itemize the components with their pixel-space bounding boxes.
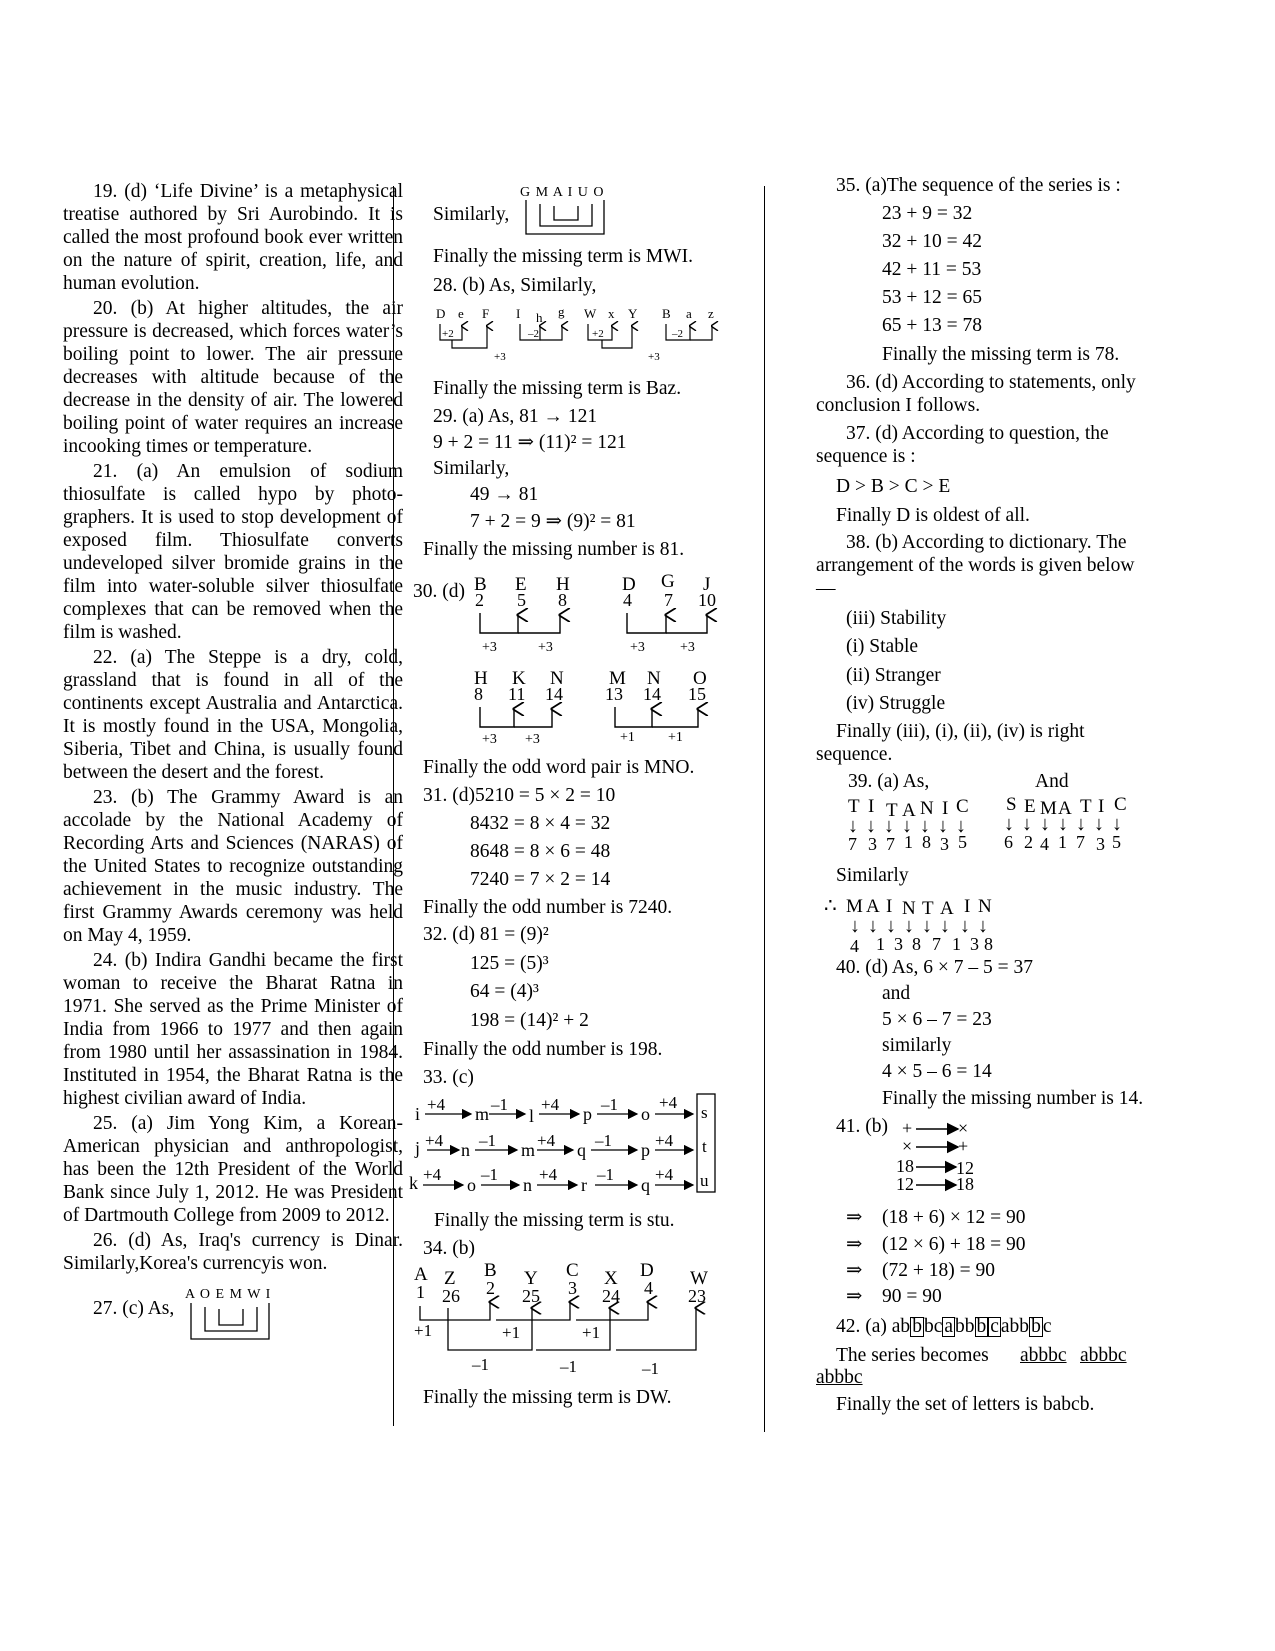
q39-number: 1	[952, 934, 961, 954]
q28-letter: a	[686, 306, 692, 321]
implies-icon: ⇒	[846, 1260, 863, 1281]
q39-number: 5	[958, 832, 967, 852]
q33-box-letter: u	[700, 1171, 709, 1190]
q39-letter: N	[902, 898, 916, 919]
q30-number: 14	[643, 684, 661, 704]
q34-letter: A	[414, 1264, 428, 1285]
q30-letter: K	[512, 668, 526, 689]
answer-39-similarly: Similarly	[836, 865, 909, 886]
q34-step: –1	[472, 1355, 489, 1374]
q39-letter: T	[848, 796, 860, 817]
q41-symbol: +	[958, 1136, 969, 1156]
answer-29-line-5: 7 + 2 = 9 ⇒ (9)² = 81	[470, 511, 636, 532]
answer-29-line-2: 9 + 2 = 11 ⇒ (11)² = 121	[433, 432, 627, 453]
q42-part: bc	[923, 1316, 943, 1337]
column-3	[816, 175, 1232, 1440]
q30-number: 13	[605, 684, 623, 704]
q34-letter: D	[640, 1260, 654, 1281]
answer-40-line-4: similarly	[882, 1035, 952, 1056]
q39-arrow: ↓	[1022, 813, 1032, 835]
q39-arrow: ↓	[1094, 813, 1104, 835]
answer-35-line: 23 + 9 = 32	[882, 203, 973, 224]
answer-38-word: (iii) Stability	[846, 608, 947, 629]
answer-35-line: 32 + 10 = 42	[882, 231, 982, 252]
q42-part: abb	[1000, 1316, 1030, 1337]
q41-symbol: 12	[956, 1158, 974, 1178]
q39-letter: A	[902, 800, 916, 821]
q39-arrow: ↓	[1112, 813, 1122, 835]
q28-letter: W	[584, 306, 597, 321]
q39-number: 4	[1040, 834, 1049, 854]
q39-arrow: ↓	[940, 915, 950, 937]
q39-arrow: ↓	[938, 815, 948, 837]
answer-31-final: Finally the odd number is 7240.	[423, 897, 673, 918]
q39-letter: I	[964, 896, 971, 917]
answer-33-diagram	[405, 1090, 725, 1198]
answer-41-line: 90 = 90	[882, 1286, 942, 1307]
q33-op: –1	[491, 1095, 508, 1114]
q30-letter: M	[609, 668, 626, 689]
q34-number: 1	[416, 1282, 425, 1302]
q30-letter: O	[693, 668, 707, 689]
q33-letter: n	[523, 1175, 532, 1195]
q34-number: 3	[568, 1278, 577, 1298]
answer-40-line-5: 4 × 5 – 6 = 14	[882, 1061, 992, 1082]
q39-number: 3	[1096, 834, 1105, 854]
q30-step: +1	[668, 730, 683, 743]
q28-letter: g	[558, 304, 565, 319]
column-1	[63, 180, 403, 1347]
q33-letter: m	[475, 1104, 490, 1124]
answer-42-final: Finally the set of letters is babcb.	[836, 1394, 1095, 1415]
q30-number: 4	[623, 590, 632, 610]
q41-symbol: 18	[956, 1174, 974, 1194]
q33-op: +4	[537, 1131, 556, 1150]
answer-40-line-3: 5 × 6 – 7 = 23	[882, 1009, 992, 1030]
q30-letter: N	[647, 668, 661, 689]
q30-number: 8	[474, 684, 483, 704]
q39-number: 6	[1004, 832, 1013, 852]
answer-39-label: 39. (a) As,	[848, 771, 930, 792]
q33-op: +4	[541, 1095, 560, 1114]
q33-box-letter: t	[702, 1137, 707, 1156]
q39-letter: C	[956, 796, 969, 817]
q33-letter: q	[577, 1140, 586, 1160]
q28-letter: e	[458, 306, 464, 321]
answer-41-label: 41. (b)	[836, 1116, 888, 1137]
q28-step: +2	[592, 328, 604, 340]
q39-arrow: ↓	[866, 815, 876, 837]
answer-39-and: And	[1035, 771, 1069, 792]
q28-letter: x	[608, 306, 615, 321]
q41-symbol: ×	[958, 1118, 969, 1138]
q34-letter: X	[604, 1268, 618, 1289]
answer-38-word: (i) Stable	[846, 636, 919, 657]
q30-number: 15	[688, 684, 706, 704]
q30-number: 14	[545, 684, 563, 704]
answer-28-final: Finally the missing term is Baz.	[433, 378, 682, 399]
answer-31-line-2: 8432 = 8 × 4 = 32	[470, 813, 611, 834]
answer-38-word: (ii) Stranger	[846, 665, 941, 686]
q39-letter: A	[1058, 798, 1072, 819]
q33-op: +4	[423, 1165, 442, 1184]
answer-42-series: abbbc	[1080, 1345, 1127, 1366]
q39-letter: I	[942, 798, 949, 819]
answer-27-letters-2: G M A I U O	[520, 185, 605, 200]
q33-op: +4	[655, 1165, 674, 1184]
answer-40-final: Finally the missing number is 14.	[882, 1088, 1144, 1109]
q39-number: 8	[922, 832, 931, 852]
q39-therefore: ∴	[824, 895, 837, 917]
q34-letter: W	[690, 1268, 708, 1289]
q30-letter: G	[661, 573, 675, 592]
q30-step: +3	[482, 732, 497, 743]
q39-letter: M	[1040, 798, 1057, 819]
answer-30-final: Finally the odd word pair is MNO.	[423, 757, 695, 778]
answer-40-line-1: 40. (d) As, 6 × 7 – 5 = 37	[836, 957, 1033, 978]
q33-op: +4	[425, 1131, 444, 1150]
answer-33-label: 33. (c)	[423, 1067, 474, 1088]
q30-letter: N	[550, 668, 564, 689]
answer-34-label: 34. (b)	[423, 1238, 475, 1259]
answer-35-line: 42 + 11 = 53	[882, 259, 982, 280]
q28-letter: h	[536, 310, 543, 325]
q28-letter: D	[436, 306, 446, 321]
answer-31-line-1: 31. (d)5210 = 5 × 2 = 10	[423, 785, 616, 806]
q33-op: –1	[479, 1131, 496, 1150]
q39-arrow: ↓	[904, 915, 914, 937]
q33-letter: p	[641, 1140, 650, 1160]
q33-letter: i	[415, 1104, 421, 1124]
q28-step: +3	[648, 351, 660, 363]
answer-29-line-4: 49 → 81	[470, 484, 539, 505]
answer-32-line-1: 32. (d) 81 = (9)²	[423, 924, 549, 945]
q33-letter: m	[521, 1140, 536, 1160]
q39-number: 5	[1112, 832, 1121, 852]
answer-35-final: Finally the missing term is 78.	[882, 344, 1120, 365]
q42-blank: b	[912, 1316, 922, 1337]
q39-letter: I	[1098, 796, 1105, 817]
q39-arrow: ↓	[850, 915, 860, 937]
q34-step: +1	[582, 1323, 601, 1342]
answer-31-line-4: 7240 = 7 × 2 = 14	[470, 869, 611, 890]
q30-number: 10	[698, 590, 716, 610]
q39-arrow: ↓	[960, 915, 970, 937]
answer-35-label: 35. (a)The sequence of the series is :	[836, 175, 1121, 196]
answer-32-line-2: 125 = (5)³	[470, 953, 549, 974]
answer-42-series-label: The series becomes	[836, 1345, 989, 1366]
q41-symbol: 12	[896, 1174, 914, 1194]
q39-arrow: ↓	[848, 815, 858, 837]
q34-step: –1	[642, 1359, 659, 1378]
q39-letter: N	[978, 896, 992, 917]
q39-letter: I	[868, 796, 875, 817]
q34-letter: B	[484, 1260, 497, 1281]
q28-letter: Y	[628, 306, 638, 321]
q33-letter: l	[529, 1106, 535, 1126]
implies-icon: ⇒	[846, 1286, 863, 1307]
q42-part: c	[1042, 1316, 1052, 1337]
answer-38-word: (iv) Struggle	[846, 693, 946, 714]
q39-number: 3	[940, 834, 949, 854]
q42-blank: c	[990, 1316, 999, 1337]
q39-number: 7	[848, 834, 857, 854]
q39-arrow: ↓	[920, 815, 930, 837]
q39-arrow: ↓	[1058, 813, 1068, 835]
q39-arrow: ↓	[884, 815, 894, 837]
answer-41-line: (18 + 6) × 12 = 90	[882, 1207, 1026, 1228]
q42-blank: b	[976, 1316, 987, 1337]
similarly-label: Similarly,	[433, 204, 510, 225]
answer-38-final: Finally (iii), (i), (ii), (iv) is right sequence.	[816, 721, 1085, 765]
q39-arrow: ↓	[1004, 813, 1014, 835]
q33-letter: o	[467, 1175, 476, 1195]
q34-letter: Z	[444, 1268, 456, 1289]
answer-37-final: Finally D is oldest of all.	[836, 505, 1030, 526]
q30-step: +3	[482, 640, 497, 655]
answer-33-final: Finally the missing term is stu.	[434, 1210, 675, 1231]
answer-29-line-3: Similarly,	[433, 458, 510, 479]
q30-number: 7	[664, 590, 673, 610]
q33-op: +4	[427, 1095, 446, 1114]
q39-arrow: ↓	[902, 815, 912, 837]
q28-letter: F	[482, 306, 490, 321]
q33-op: –1	[595, 1131, 612, 1150]
q34-step: –1	[560, 1357, 577, 1376]
answer-30-diagram	[470, 573, 760, 743]
answer-36: 36. (d) According to statements, only conclusion I follows.	[816, 372, 1136, 416]
implies-icon: ⇒	[846, 1207, 863, 1228]
answer-38: 38. (b) According to dictionary. The arrangement of the words is given below—	[816, 532, 1135, 599]
q30-step: +3	[680, 640, 695, 655]
q28-step: +2	[442, 328, 454, 340]
q34-step: +1	[414, 1321, 433, 1340]
q30-step: +1	[620, 730, 635, 743]
answer-28-label: 28. (b) As, Similarly,	[433, 275, 597, 296]
q34-number: 4	[644, 1278, 653, 1298]
answer-21: 21. (a) An emulsion of sodium thiosulfate is called hypo by photo-graphers. It is used to stop development of exposed film. Thiosulfate converts undeveloped silver bromide grains in the film into water-soluble silver thiosulfate complexes that can be removed when the film is washed.	[63, 461, 403, 643]
q30-letter: H	[474, 668, 488, 689]
answer-32-line-4: 198 = (14)² + 2	[470, 1010, 589, 1031]
q39-letter: A	[866, 896, 880, 917]
answer-26: 26. (d) As, Iraq's currency is Dinar. Similarly,Korea's currencyis won.	[63, 1230, 403, 1274]
q39-arrow: ↓	[868, 915, 878, 937]
q39-number: 7	[1076, 832, 1085, 852]
answer-37-sequence: D > B > C > E	[836, 476, 951, 497]
q39-letter: C	[1114, 794, 1127, 815]
answer-20: 20. (b) At higher altitudes, the air pressure is decreased, which forces water’s boiling point to lower. The air pressure decreases with altitude because of the decrease in the density of air. The lowered boiling point of water requires an increase incooking times or temperature.	[63, 298, 403, 457]
q33-letter: q	[641, 1175, 650, 1195]
q34-number: 2	[486, 1278, 495, 1298]
q39-arrow: ↓	[1040, 813, 1050, 835]
q42-blank: b	[1031, 1316, 1041, 1337]
q33-letter: r	[581, 1175, 587, 1195]
answer-37: 37. (d) According to question, the sequence is :	[816, 423, 1109, 467]
q34-number: 26	[442, 1286, 460, 1306]
q39-arrow: ↓	[956, 815, 966, 837]
q28-step: –2	[672, 328, 683, 340]
q39-number: 8	[912, 934, 921, 954]
q39-number: 4	[850, 936, 859, 956]
answer-27-letters: A O E M W I	[185, 1287, 272, 1302]
q28-step: +3	[494, 351, 506, 363]
q28-step: –2	[528, 328, 539, 340]
q41-symbol: ×	[902, 1136, 913, 1156]
q33-op: –1	[597, 1165, 614, 1184]
q39-arrow: ↓	[978, 915, 988, 937]
answer-34-final: Finally the missing term is DW.	[423, 1387, 672, 1408]
q39-number: 3	[868, 834, 877, 854]
q33-op: –1	[601, 1095, 618, 1114]
q39-number: 1	[1058, 832, 1067, 852]
answer-29-final: Finally the missing number is 81.	[423, 539, 685, 560]
answer-35-line: 65 + 13 = 78	[882, 315, 982, 336]
q39-number: 2	[1024, 832, 1033, 852]
answer-29-line-1: 29. (a) As, 81 → 121	[433, 406, 598, 427]
q34-number: 25	[522, 1286, 540, 1306]
q39-letter: T	[886, 800, 898, 821]
q39-number: 3	[894, 934, 903, 954]
q42-part: bb	[955, 1316, 975, 1337]
q33-letter: j	[415, 1138, 421, 1158]
answer-23: 23. (b) The Grammy Award is an accolade by the National Academy of Recording Arts and Sciences (NARAS) of the United States to recognize outstanding achievement in the music industry. The first Grammy Awards ceremony was held on May 4, 1959.	[63, 787, 403, 946]
answer-32-final: Finally the odd number is 198.	[423, 1039, 663, 1060]
q33-op: +4	[655, 1131, 674, 1150]
q42-part: ab	[891, 1316, 911, 1337]
q28-letter: z	[708, 306, 714, 321]
q30-step: +3	[538, 640, 553, 655]
answer-24: 24. (b) Indira Gandhi became the first woman to receive the Bharat Ratna in 1971. She served as the Prime Minister of India from 1966 to 1977 and then again from 1980 until her assassination in 1984. Instituted in 1954, the Bharat Ratna is the highest civilian award of India.	[63, 950, 403, 1109]
answer-41-line: (72 + 18) = 90	[882, 1260, 995, 1281]
q39-arrow: ↓	[886, 915, 896, 937]
answer-42-row	[836, 1315, 1051, 1338]
q28-letter: B	[662, 306, 671, 321]
q39-letter: E	[1024, 796, 1036, 817]
q30-number: 11	[508, 684, 526, 704]
answer-28-diagram	[432, 304, 732, 364]
q30-letter: B	[474, 574, 487, 595]
q30-letter: H	[556, 574, 570, 595]
q39-letter: N	[920, 798, 934, 819]
q34-letter: Y	[524, 1268, 538, 1289]
q39-letter: T	[922, 898, 934, 919]
answer-25: 25. (a) Jim Yong Kim, a Korean-American physician and anthropologist, has been the 12th President of the World Bank since July 1, 2012. He was President of Dartmouth College from 2009 to 2012.	[63, 1113, 403, 1226]
answer-31-line-3: 8648 = 8 × 6 = 48	[470, 841, 611, 862]
q30-number: 8	[558, 590, 567, 610]
q41-symbol: +	[902, 1118, 913, 1138]
q39-arrow: ↓	[922, 915, 932, 937]
answer-27-diagram	[187, 1303, 277, 1343]
answer-41-mapping	[896, 1114, 1016, 1198]
q39-number: 7	[932, 934, 941, 954]
q33-op: +4	[659, 1093, 678, 1112]
q39-letter: I	[886, 896, 893, 917]
answer-30-label: 30. (d)	[413, 581, 465, 602]
q41-symbol: 18	[896, 1156, 914, 1176]
answer-27	[63, 1287, 403, 1347]
q34-letter: C	[566, 1260, 579, 1281]
answer-19: 19. (d) ‘Life Divine’ is a metaphysical treatise authored by Sri Aurobindo. It is called the most profound book ever written on the nature of spirit, creation, life, and human evolution.	[63, 181, 403, 294]
answer-27-diagram-2	[522, 200, 612, 240]
q34-step: +1	[502, 1323, 521, 1342]
column-2	[409, 180, 800, 1440]
q33-letter: p	[583, 1104, 592, 1124]
q30-number: 5	[517, 590, 526, 610]
implies-icon: ⇒	[846, 1234, 863, 1255]
answer-42-label: 42. (a)	[836, 1316, 887, 1337]
answer-35-line: 53 + 12 = 65	[882, 287, 982, 308]
q42-blank: a	[944, 1316, 953, 1337]
q39-letter: T	[1080, 796, 1092, 817]
answer-42-series: abbbc	[816, 1367, 863, 1388]
answer-41-line: (12 × 6) + 18 = 90	[882, 1234, 1026, 1255]
q39-letter: M	[846, 896, 863, 917]
q34-number: 24	[602, 1286, 620, 1306]
q39-letter: A	[940, 898, 954, 919]
q33-letter: k	[409, 1173, 418, 1193]
q39-number: 3	[970, 934, 979, 954]
q39-number: 8	[984, 934, 993, 954]
q30-step: +3	[525, 732, 540, 743]
q30-letter: J	[703, 574, 711, 595]
q33-box-letter: s	[701, 1103, 708, 1122]
q30-number: 2	[475, 590, 484, 610]
q39-number: 1	[904, 832, 913, 852]
q33-op: –1	[481, 1165, 498, 1184]
q33-letter: n	[461, 1140, 470, 1160]
q34-number: 23	[688, 1286, 706, 1306]
q39-arrow: ↓	[1076, 813, 1086, 835]
q33-op: +4	[539, 1165, 558, 1184]
q33-letter: o	[641, 1104, 650, 1124]
answer-27-final: Finally the missing term is MWI.	[433, 246, 693, 267]
q39-letter: S	[1006, 794, 1017, 815]
q30-step: +3	[630, 640, 645, 655]
q39-number: 7	[886, 834, 895, 854]
q30-letter: D	[622, 574, 636, 595]
answer-27-label: 27. (c) As,	[93, 1298, 175, 1319]
answer-32-line-3: 64 = (4)³	[470, 981, 539, 1002]
answer-40-line-2: and	[882, 983, 911, 1004]
q30-letter: E	[515, 574, 527, 595]
answer-34-diagram	[410, 1260, 730, 1378]
q28-letter: I	[516, 306, 521, 321]
answer-42-series: abbbc	[1020, 1345, 1067, 1366]
answer-22: 22. (a) The Steppe is a dry, cold, grassland that is found in all of the continents except Australia and Antarctica. It is mostly found in the USA, Mongolia, Siberia, Tibet and China, is usually found between the desert and the forest.	[63, 647, 403, 783]
q39-number: 1	[876, 934, 885, 954]
